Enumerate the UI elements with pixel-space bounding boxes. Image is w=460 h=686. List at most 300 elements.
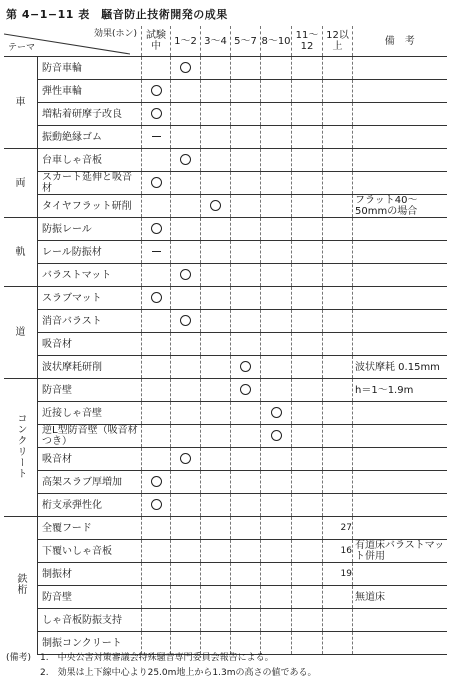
effect-cell [261,310,292,333]
remark [353,57,447,80]
effect-cell [142,103,171,126]
effect-cell [292,126,323,149]
column-header: 試験中 [142,26,171,57]
effect-cell [201,264,231,287]
item-name: 防音壁 [38,586,142,609]
item-name: 制振コンクリート [38,632,142,655]
remark [353,287,447,310]
effect-cell [201,402,231,425]
effect-cell [292,448,323,471]
effect-cell [231,241,261,264]
remark: 有道床バラストマット併用 [353,540,447,563]
group-label [4,287,38,379]
effect-cell [171,586,201,609]
effect-cell [142,425,171,448]
effect-cell [142,287,171,310]
circle-mark [180,62,191,73]
effect-cell [261,402,292,425]
theme-label: テーマ [8,43,36,53]
effect-cell [142,172,171,195]
effect-cell [231,356,261,379]
circle-mark [180,315,191,326]
effect-cell [231,218,261,241]
remark [353,126,447,149]
effect-cell [231,333,261,356]
group-label-text: 軌 [15,246,26,258]
effect-cell [292,172,323,195]
effect-cell [292,264,323,287]
effect-cell [142,471,171,494]
effect-cell [171,241,201,264]
effect-cell [261,264,292,287]
note-label: (備考) [6,653,32,663]
effect-cell [142,80,171,103]
effect-cell [261,218,292,241]
table-row [4,172,447,195]
group-label-text: 道 [15,327,26,338]
table-row [4,356,447,379]
effect-cell [231,448,261,471]
effect-cell [142,379,171,402]
item-name: 増粘着研摩子改良 [38,103,142,126]
remark: 波状摩耗 0.15mm [353,356,447,379]
table-row [4,195,447,218]
item-name: スラブマット [38,287,142,310]
effect-cell [201,517,231,540]
effect-value: 19 [340,569,352,579]
item-name: 制振材 [38,563,142,586]
effect-cell [231,80,261,103]
effect-cell [292,586,323,609]
remark [353,632,447,655]
table-title: 第 4−1−11 表 騒音防止技術開発の成果 [6,8,228,21]
effect-cell [142,333,171,356]
effect-cell [201,218,231,241]
group-label [4,517,38,655]
effect-cell [231,310,261,333]
effect-cell [323,448,353,471]
effect-cell [292,425,323,448]
effect-cell [292,241,323,264]
effect-label: 効果(ホン) [93,29,137,39]
effect-cell [323,310,353,333]
effect-cell [231,57,261,80]
effect-cell [261,80,292,103]
effect-cell [142,310,171,333]
table-row [4,333,447,356]
effect-cell [231,563,261,586]
effect-cell [201,57,231,80]
item-name: 波状摩耗研削 [38,356,142,379]
effect-cell [292,103,323,126]
effect-cell [142,517,171,540]
effect-cell [142,356,171,379]
dash-mark [152,136,161,137]
effect-cell [201,333,231,356]
effect-cell [201,425,231,448]
effect-cell [171,494,201,517]
circle-mark [240,384,251,395]
effect-cell [201,586,231,609]
table-row [4,609,447,632]
circle-mark [180,269,191,280]
table-row [4,517,447,540]
remark [353,402,447,425]
effect-cell [142,609,171,632]
effect-cell [292,563,323,586]
item-name: しゃ音板防振支持 [38,609,142,632]
item-name: 全覆フード [38,517,142,540]
effect-cell [171,195,201,218]
table-row [4,540,447,563]
effect-cell [171,540,201,563]
effect-cell [201,356,231,379]
table-row [4,103,447,126]
effect-cell [292,149,323,172]
effect-cell [231,103,261,126]
effect-cell [261,195,292,218]
effect-cell [292,57,323,80]
table-row [4,402,447,425]
item-name: 吸音材 [38,333,142,356]
column-header: 12以上 [323,26,353,57]
noise-table [4,26,447,655]
effect-cell [142,149,171,172]
effect-cell [323,379,353,402]
remark [353,471,447,494]
effect-cell [142,195,171,218]
effect-cell [171,264,201,287]
effect-cell [171,310,201,333]
item-name: 逆L型防音壁（吸音材つき） [38,425,142,448]
item-name: タイヤフラット研削 [38,195,142,218]
effect-cell [171,149,201,172]
remark [353,517,447,540]
effect-cell [142,402,171,425]
effect-cell [261,356,292,379]
effect-cell [171,471,201,494]
effect-cell [261,586,292,609]
item-name: 振動絶縁ゴム [38,126,142,149]
effect-cell [323,126,353,149]
effect-cell [231,586,261,609]
group-label-text: コンクリート [15,413,26,479]
group-label-text: 両 [15,177,26,189]
effect-cell [231,126,261,149]
table-row [4,80,447,103]
effect-cell [201,195,231,218]
effect-cell [201,471,231,494]
remark: 無道床 [353,586,447,609]
effect-value: 16 [340,546,352,556]
column-header: 3〜4 [201,26,231,57]
effect-cell [292,333,323,356]
group-label [4,218,38,287]
effect-cell [261,103,292,126]
effect-cell [261,494,292,517]
effect-cell [292,609,323,632]
effect-cell [201,149,231,172]
effect-cell [323,241,353,264]
effect-cell [231,609,261,632]
table-row [4,149,447,172]
effect-cell [142,586,171,609]
effect-cell [201,494,231,517]
effect-cell [201,287,231,310]
effect-cell [261,57,292,80]
effect-cell [323,103,353,126]
effect-cell [323,195,353,218]
effect-cell [171,379,201,402]
effect-cell [231,149,261,172]
effect-cell [231,379,261,402]
note-1 [6,650,274,663]
effect-cell [142,540,171,563]
effect-cell [142,494,171,517]
table-row [4,448,447,471]
item-name: スカート延伸と吸音材 [38,172,142,195]
effect-cell [171,448,201,471]
effect-cell [142,563,171,586]
effect-cell [171,563,201,586]
circle-mark [210,200,221,211]
effect-cell [292,471,323,494]
effect-cell [292,379,323,402]
effect-cell [292,287,323,310]
table-row [4,425,447,448]
effect-cell [201,80,231,103]
effect-cell [201,310,231,333]
effect-value: 27 [340,523,352,533]
circle-mark [151,177,162,188]
effect-cell [261,172,292,195]
effect-cell [323,80,353,103]
note-text-1: 1. 中央公害対策審議会特殊騒音専門委員会報告による。 [40,653,274,663]
column-header: 1〜2 [171,26,201,57]
remark [353,609,447,632]
effect-cell [171,425,201,448]
effect-cell [261,425,292,448]
effect-cell [231,287,261,310]
effect-cell [261,471,292,494]
group-label [4,57,38,149]
effect-cell [292,80,323,103]
effect-cell [201,448,231,471]
effect-cell [171,103,201,126]
effect-cell [323,149,353,172]
item-name: 台車しゃ音板 [38,149,142,172]
table-row [4,264,447,287]
remark [353,103,447,126]
circle-mark [151,476,162,487]
effect-cell [142,264,171,287]
circle-mark [151,85,162,96]
effect-cell [323,586,353,609]
effect-cell [292,540,323,563]
column-header: 備 考 [353,26,447,57]
effect-cell [261,126,292,149]
item-name: 防音車輪 [38,57,142,80]
effect-cell [323,425,353,448]
remark [353,241,447,264]
group-label-text: 車 [15,97,26,108]
effect-cell [261,448,292,471]
table-row [4,241,447,264]
effect-cell [171,57,201,80]
effect-cell [323,287,353,310]
table-row [4,126,447,149]
table-row [4,563,447,586]
circle-mark [151,223,162,234]
note-2 [6,665,316,678]
header-corner [4,26,142,57]
effect-cell [171,333,201,356]
effect-cell [323,609,353,632]
table-row [4,471,447,494]
effect-cell [231,540,261,563]
effect-cell [231,195,261,218]
remark [353,425,447,448]
effect-cell [142,218,171,241]
effect-cell [323,333,353,356]
remark [353,80,447,103]
remark: フラット40〜50mmの場合 [353,195,447,218]
effect-cell [323,563,353,586]
effect-cell [201,609,231,632]
effect-cell [323,264,353,287]
column-header: 11〜12 [292,26,323,57]
effect-cell [142,126,171,149]
group-label [4,149,38,218]
group-label-text: 鉄桁 [15,573,26,596]
effect-cell [201,103,231,126]
effect-cell [171,402,201,425]
effect-cell [261,563,292,586]
effect-cell [171,126,201,149]
circle-mark [271,430,282,441]
effect-cell [292,494,323,517]
item-name: 防振レール [38,218,142,241]
effect-cell [201,126,231,149]
column-header: 8〜10 [261,26,292,57]
effect-cell [171,218,201,241]
effect-cell [292,195,323,218]
remark [353,448,447,471]
effect-cell [323,540,353,563]
effect-cell [323,471,353,494]
effect-cell [261,287,292,310]
item-name: 高架スラブ厚増加 [38,471,142,494]
effect-cell [231,402,261,425]
item-name: 下覆いしゃ音板 [38,540,142,563]
table-row [4,379,447,402]
effect-cell [231,494,261,517]
circle-mark [180,154,191,165]
remark [353,172,447,195]
effect-cell [201,172,231,195]
item-name: 弾性車輪 [38,80,142,103]
effect-cell [292,356,323,379]
item-name: 消音バラスト [38,310,142,333]
item-name: レール防振材 [38,241,142,264]
remark [353,494,447,517]
table-row [4,586,447,609]
table-row [4,57,447,80]
remark [353,218,447,241]
circle-mark [271,407,282,418]
effect-cell [261,241,292,264]
effect-cell [323,494,353,517]
item-name: 吸音材 [38,448,142,471]
effect-cell [171,172,201,195]
effect-cell [323,57,353,80]
circle-mark [151,292,162,303]
column-header: 5〜7 [231,26,261,57]
effect-cell [323,632,353,655]
group-label [4,379,38,517]
effect-cell [292,402,323,425]
item-name: 桁支承弾性化 [38,494,142,517]
effect-cell [323,356,353,379]
remark [353,333,447,356]
effect-cell [231,264,261,287]
effect-cell [261,333,292,356]
table-row [4,287,447,310]
remark [353,310,447,333]
circle-mark [240,361,251,372]
effect-cell [231,471,261,494]
remark: h＝1〜1.9m [353,379,447,402]
effect-cell [171,80,201,103]
effect-cell [231,172,261,195]
remark [353,563,447,586]
effect-cell [142,241,171,264]
effect-cell [292,632,323,655]
effect-cell [292,517,323,540]
effect-cell [261,379,292,402]
effect-cell [171,356,201,379]
circle-mark [151,499,162,510]
effect-cell [201,563,231,586]
effect-cell [231,517,261,540]
table-row [4,310,447,333]
remark [353,264,447,287]
circle-mark [180,453,191,464]
effect-cell [201,241,231,264]
remark [353,149,447,172]
effect-cell [142,448,171,471]
effect-cell [323,172,353,195]
note-text-2: 2. 効果は上下線中心より25.0m地上から1.3mの高さの値である。 [40,668,317,678]
item-name: 防音壁 [38,379,142,402]
item-name: バラストマット [38,264,142,287]
circle-mark [151,108,162,119]
effect-cell [171,287,201,310]
effect-cell [171,609,201,632]
effect-cell [323,218,353,241]
dash-mark [152,251,161,252]
effect-cell [231,425,261,448]
effect-cell [171,517,201,540]
table-row [4,218,447,241]
effect-cell [261,609,292,632]
effect-cell [323,402,353,425]
effect-cell [292,218,323,241]
effect-cell [292,310,323,333]
effect-cell [261,517,292,540]
table-row [4,494,447,517]
effect-cell [261,540,292,563]
